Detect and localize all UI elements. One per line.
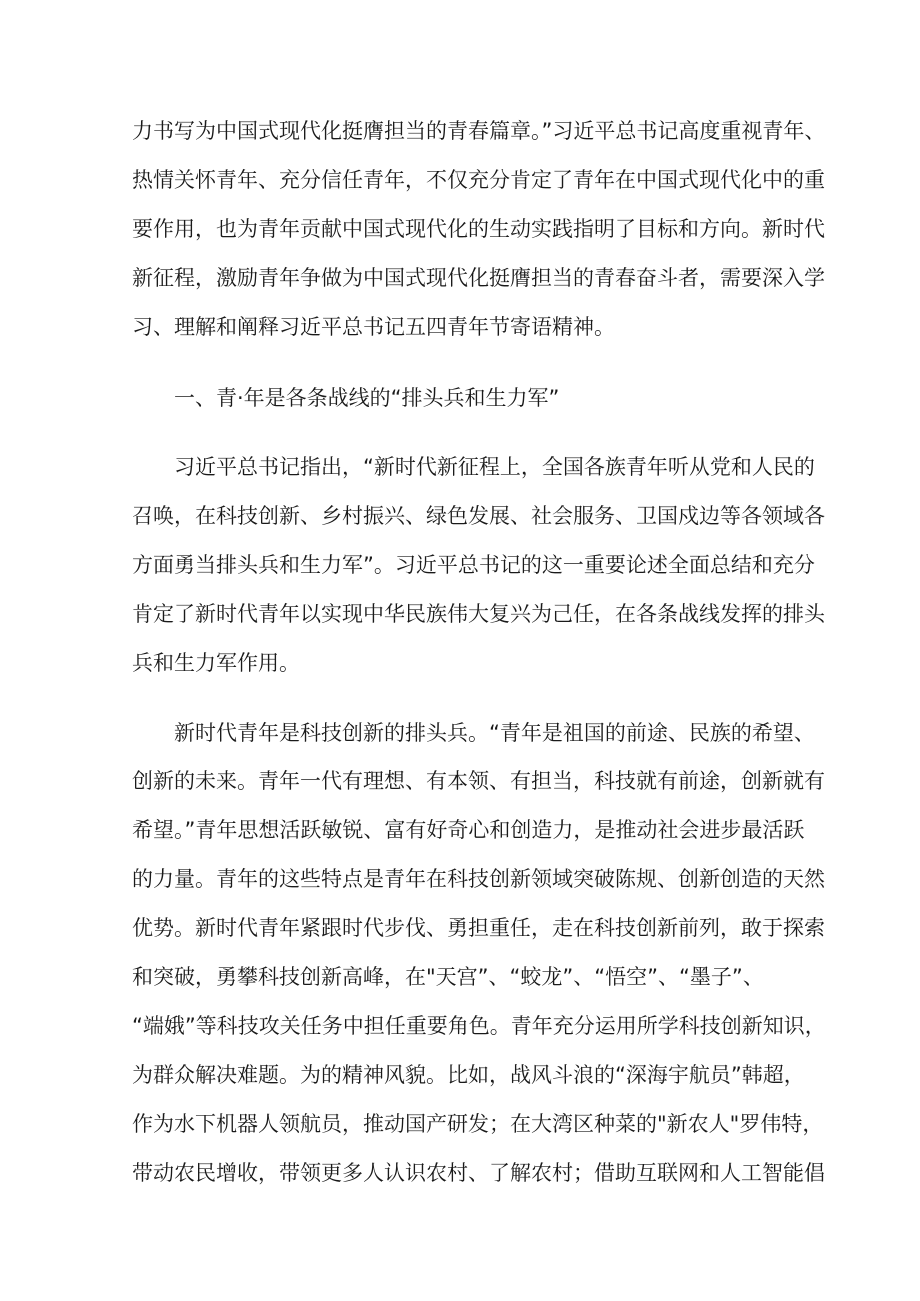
text-line: 创新的未来。青年一代有理想、有本领、有担当，科技就有前途，创新就有 xyxy=(132,769,825,793)
text-line: 热情关怀青年、充分信任青年，不仅充分肯定了青年在中国式现代化中的重 xyxy=(132,168,825,192)
text-line: 力书写为中国式现代化挺膺担当的青春篇章。”习近平总书记高度重视青年、 xyxy=(132,119,826,143)
text-line: 希望。”青年思想活跃敏锐、富有好奇心和创造力，是推动社会进步最活跃 xyxy=(132,818,805,842)
text-line: 习、理解和阐释习近平总书记五四青年节寄语精神。 xyxy=(132,315,615,339)
text-line: 召唤，在科技创新、乡村振兴、绿色发展、社会服务、卫国戍边等各领域各 xyxy=(132,504,825,528)
section-heading: 一、青·年是各条战线的“排头兵和生力军” xyxy=(174,386,560,410)
text-line: “端娥”等科技攻关任务中担任重要角色。青年充分运用所学科技创新知识， xyxy=(132,1014,826,1038)
text-line: 的力量。青年的这些特点是青年在科技创新领域突破陈规、创新创造的天然 xyxy=(132,867,825,891)
text-line: 作为水下机器人领航员，推动国产研发；在大湾区种菜的"新农人"罗伟特， xyxy=(132,1112,824,1136)
text-line: 新征程，激励青年争做为中国式现代化挺膺担当的青春奋斗者，需要深入学 xyxy=(132,266,825,290)
text-line: 肯定了新时代青年以实现中华民族伟大复兴为己任，在各条战线发挥的排头 xyxy=(132,602,825,626)
text-line: 为群众解决难题。为的精神风貌。比如，战风斗浪的“深海宇航员”韩超， xyxy=(132,1063,805,1087)
text-line: 兵和生力军作用。 xyxy=(132,651,300,675)
text-line: 带动农民增收，带领更多人认识农村、了解农村；借助互联网和人工智能倡 xyxy=(132,1161,825,1185)
text-line: 习近平总书记指出，“新时代新征程上，全国各族青年听从党和人民的 xyxy=(174,455,815,479)
text-line: 和突破，勇攀科技创新高峰，在"天宫”、“蛟龙”、“悟空”、“墨子”、 xyxy=(132,965,764,989)
text-line: 要作用，也为青年贡献中国式现代化的生动实践指明了目标和方向。新时代 xyxy=(132,217,825,241)
text-line: 新时代青年是科技创新的排头兵。“青年是祖国的前途、民族的希望、 xyxy=(174,721,815,745)
text-line: 优势。新时代青年紧跟时代步伐、勇担重任，走在科技创新前列，敢于探索 xyxy=(132,916,825,940)
text-line: 方面勇当排头兵和生力军”。习近平总书记的这一重要论述全面总结和充分 xyxy=(132,553,815,577)
